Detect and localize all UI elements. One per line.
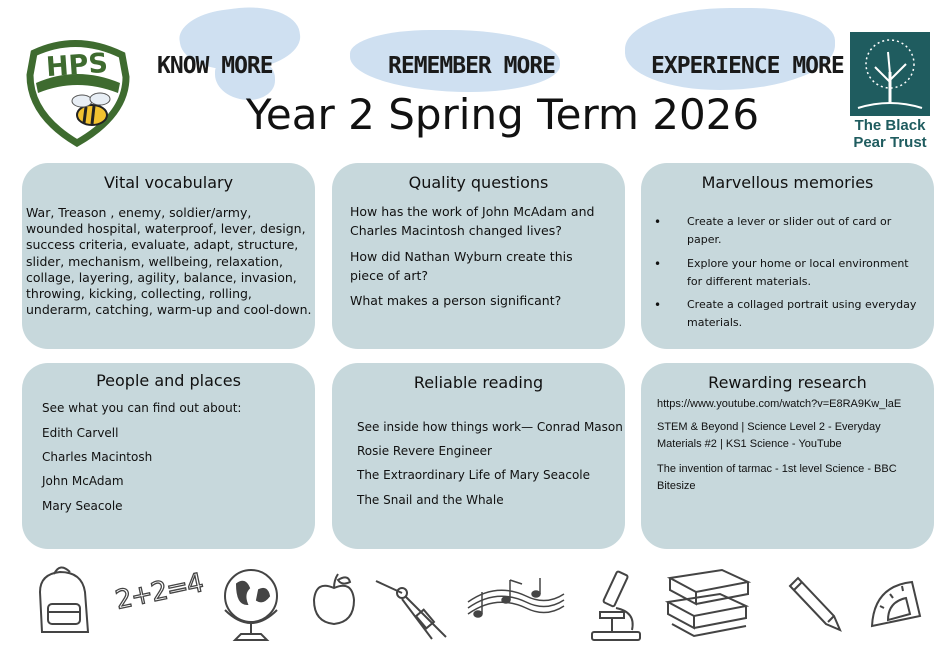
card-title: Marvellous memories xyxy=(701,173,874,192)
people-item: John McAdam xyxy=(42,474,124,488)
research-link[interactable]: https://www.youtube.com/watch?v=E8RA9Kw_laE xyxy=(657,398,902,410)
card-title: Rewarding research xyxy=(708,373,867,392)
bullet-icon: • xyxy=(654,215,662,229)
card-title: People and places xyxy=(96,371,241,390)
question-item: What makes a person significant? xyxy=(350,293,562,308)
backpack-icon xyxy=(30,562,100,640)
compass-icon xyxy=(372,575,452,643)
slogan-experience-more: EXPERIENCE MORE xyxy=(651,53,844,79)
question-item: How did Nathan Wyburn create this piece of art? xyxy=(350,249,573,283)
slogan-know-more: KNOW MORE xyxy=(157,53,273,79)
apple-icon xyxy=(308,572,360,628)
people-item: Edith Carvell xyxy=(42,426,119,440)
memory-item: Create a collaged portrait using everyday materials. xyxy=(687,298,917,329)
pencil-icon xyxy=(784,574,844,634)
music-notes-icon xyxy=(466,576,566,626)
slogan-remember-more: REMEMBER MORE xyxy=(388,53,556,79)
bullet-icon: • xyxy=(654,298,662,312)
book-item: Rosie Revere Engineer xyxy=(357,444,492,458)
math-sum-icon xyxy=(113,568,206,616)
math-sum-text: 2+2=4 xyxy=(112,568,206,616)
people-item: Mary Seacole xyxy=(42,499,123,513)
card-title: Reliable reading xyxy=(413,373,544,392)
card-title: Quality questions xyxy=(408,173,549,192)
card-quality-questions xyxy=(332,163,625,349)
microscope-icon xyxy=(586,568,646,642)
card-reliable-reading xyxy=(332,363,625,549)
people-item: Charles Macintosh xyxy=(42,450,153,464)
people-intro: See what you can find out about: xyxy=(42,401,242,415)
trust-logo xyxy=(850,32,930,116)
book-item: The Snail and the Whale xyxy=(357,493,504,507)
school-badge-text: HPS xyxy=(45,47,109,84)
book-item: See inside how things work— Conrad Mason xyxy=(357,420,623,434)
globe-icon xyxy=(215,560,287,644)
research-item: STEM & Beyond | Science Level 2 - Everyday Materials #2 | KS1 Science - YouTube xyxy=(657,421,881,450)
trust-name: The Black Pear Trust xyxy=(853,117,927,151)
protractor-icon xyxy=(866,576,926,632)
tree-icon xyxy=(850,32,930,116)
card-rewarding-research xyxy=(641,363,934,549)
card-title: Vital vocabulary xyxy=(103,173,234,192)
page-title: Year 2 Spring Term 2026 xyxy=(245,90,760,139)
question-item: How has the work of John McAdam and Charles Macintosh changed lives? xyxy=(350,204,595,238)
research-item: The invention of tarmac - 1st level Science - BBC Bitesize xyxy=(657,463,897,492)
vocabulary-list: War, Treason , enemy, soldier/army, wounded hospital, waterproof, lever, design, success criteria, evaluate, adapt, structure, slider, mechanism, wellbeing, relaxation, collage, layering, agility, balance, invasion, throwing, kicking, collecting, rolling, underarm, catching, warm-up and cool-down. xyxy=(26,205,312,318)
card-marvellous-memories xyxy=(641,163,934,349)
book-item: The Extraordinary Life of Mary Seacole xyxy=(357,468,591,482)
card-people-and-places xyxy=(22,363,315,549)
card-vital-vocabulary xyxy=(22,163,315,349)
memory-item: Explore your home or local environment for different materials. xyxy=(687,257,909,288)
memory-item: Create a lever or slider out of card or paper. xyxy=(687,215,892,246)
books-icon xyxy=(662,566,754,646)
bullet-icon: • xyxy=(654,257,662,271)
